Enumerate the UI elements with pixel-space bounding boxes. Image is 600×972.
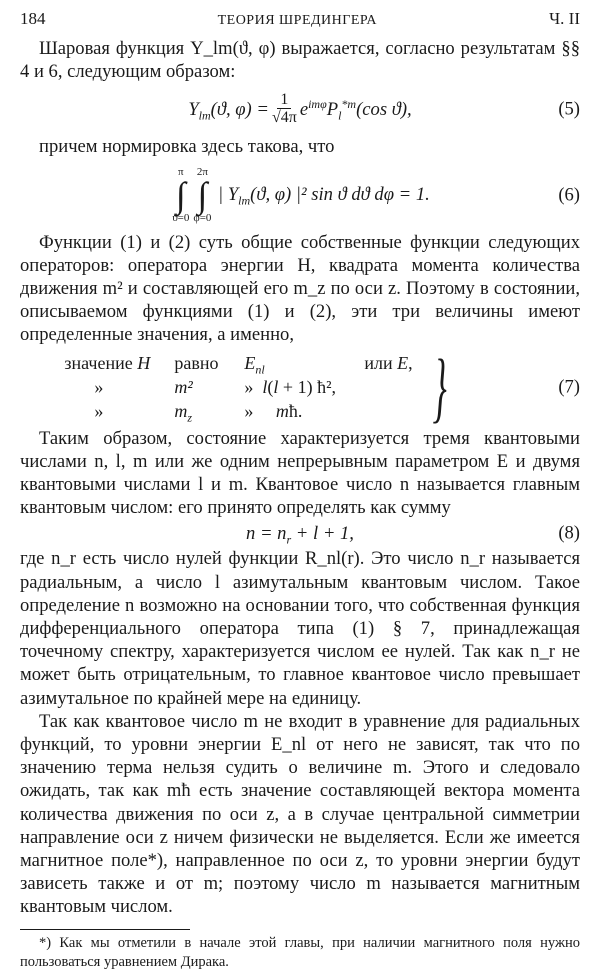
- chapter-label: Ч. II: [549, 9, 580, 28]
- page: [20, 6, 580, 972]
- paragraph-6: Так как квантовое число m не входит в уравнение для радиальных функций, то уровни энергии E_nl от него не зависят, так что по значению терма нельзя судить о величине m. Этого и следовало ожидать, так как mħ есть значение составляющей вектора момента количества движения по оси z, а в случае центральной симметрии направление оси z ничем физически не выделяется. Если же имеется магнитное поле*), направленное по оси z, то уровни энергии будут зависеть также и от m; поэтому число m называется магнитным квантовым числом.: [20, 710, 580, 918]
- right-brace: }: [432, 342, 448, 430]
- equation-number-7: (7): [558, 376, 580, 398]
- paragraph-3: Функции (1) и (2) суть общие собственные функции следующих операторов: оператора энергии H, квадрата момента количества движения m² и составляющей его m_z по оси z. Поэтому в состоянии, описываемом функциями (1) и (2), эти три величины имеют определенные значения, а именно,: [20, 231, 580, 346]
- equation-number-8: (8): [558, 522, 580, 544]
- equation-6: π ∫ ϑ=0 2π ∫ φ=0 | $Y_{lm}(ϑ$, φ) |² sin ϑ dϑ dφ = 1. (6): [172, 165, 580, 224]
- equation-8: $n = n_r + l + 1$, (8): [246, 522, 580, 547]
- equation-5: $Y_{lm}(ϑ$, φ) = $\frac{1}{√4\pi}$ $e^{im\varphi}P_l^{*m}(\cos$ ϑ), (5): [188, 91, 580, 127]
- equation-number-6: (6): [558, 184, 580, 206]
- page-number: 184: [20, 9, 46, 28]
- equation-7: [20, 342, 580, 430]
- paragraph-1: Шаровая функция Y_lm(ϑ, φ) выражается, согласно результатам §§ 4 и 6, следующим образом:: [20, 38, 580, 83]
- values-table: значение H равно $E_{nl}$ или E, » m² » l(l + 1) ħ², » $m_z$ » mħ.: [64, 352, 413, 425]
- paragraph-4: Таким образом, состояние характеризуется тремя квантовыми числами n, l, m или же одним непрерывным параметром E и двумя квантовыми числами l и m. Квантовое число n называется главным квантовым числом: его принято определять как сумму: [20, 427, 580, 519]
- paragraph-5: где n_r есть число нулей функции R_nl(r). Это число n_r называется радиальным, а число l азимутальным квантовым числом. Такое определение n возможно на основании того, что собственная функция дифференциального оператора типа (1) § 7, принадлежащая точечному спектру, характеризуется числом ее нулей. Так как n_r не может быть отрицательным, то главное квантовое число превышает азимутальное по крайней мере на единицу.: [20, 548, 580, 709]
- running-header: [20, 6, 580, 32]
- page-body: [20, 37, 580, 972]
- footnote-rule: [20, 929, 190, 930]
- footnote: *) Как мы отметили в начале этой главы, при наличии магнитного поля нужно пользоваться уравнением Дирака.: [20, 934, 580, 970]
- running-title: ТЕОРИЯ ШРЕДИНГЕРА: [217, 13, 378, 28]
- paragraph-2: причем нормировка здесь такова, что: [39, 136, 335, 158]
- equation-number-5: (5): [558, 98, 580, 120]
